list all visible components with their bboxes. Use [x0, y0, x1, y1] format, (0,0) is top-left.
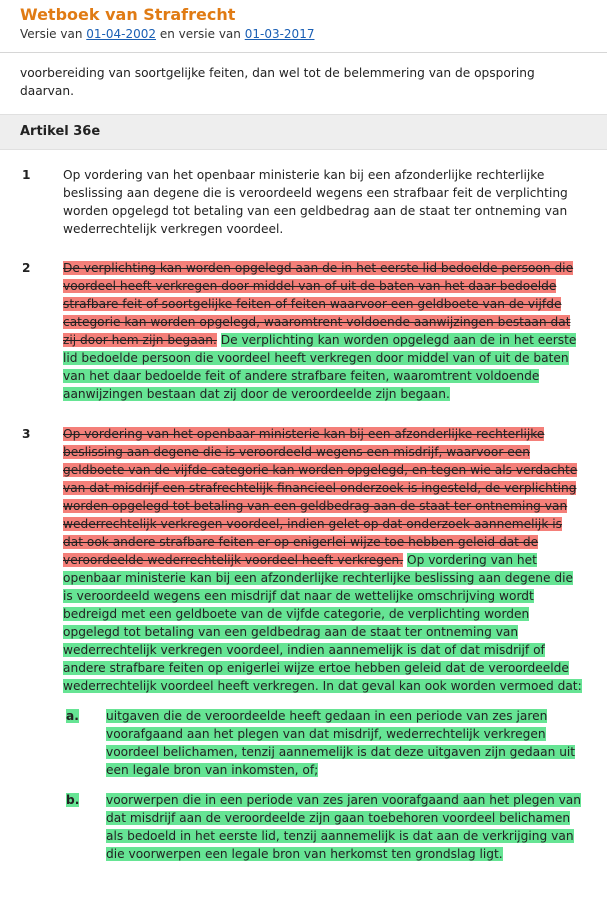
version-date-old-link[interactable]: 01-04-2002: [86, 27, 157, 41]
subitem-a: [66, 707, 607, 779]
subitem-label: a.: [66, 709, 79, 723]
artikel-heading: Artikel 36e: [0, 114, 607, 150]
paragraph-text: [63, 425, 585, 695]
paragraph-text: [63, 259, 585, 403]
subitem-b: [66, 791, 607, 863]
paragraph-2: [22, 259, 607, 403]
version-line: [20, 27, 314, 41]
lead-paragraph: voorbereiding van soortgelijke feiten, dan wel tot de belemmering van de opsporing daarvan.: [20, 66, 535, 98]
subitem-text: voorwerpen die in een periode van zes jaren voorafgaand aan het plegen van dat misdrijf aan de veroordeelde zijn gaan toebehoren voordeel belichamen als bedoeld in het eerste lid, tenzij aannemelijk is dat aan de verkrijging van die voorwerpen een legale bron van herkomst ten grondslag ligt.: [106, 793, 581, 861]
inserted-text: Op vordering van het openbaar ministerie kan bij een afzonderlijke rechterlijke beslissing aan degene die is veroordeeld wegens een misdrijf dat naar de wettelijke omschrijving wordt bedreigd met een geldboete van de vijfde categorie, de verplichting worden opgelegd tot betaling van een geldbedrag aan de staat ter ontneming van wederrechtelijk verkregen voordeel, indien aannemelijk is dat of dat misdrijf of andere strafbare feiten op enigerlei wijze ertoe hebben geleid dat de veroordeelde wederrechtelijk voordeel heeft verkregen. In dat geval kan ook worden vermoed dat:: [63, 553, 582, 693]
document-body: [0, 52, 607, 863]
document-header: [0, 0, 607, 53]
inserted-text: De verplichting kan worden opgelegd aan de in het eerste lid bedoelde persoon die voordeel heeft verkregen door middel van of uit de baten van het daar bedoelde feit of andere strafbare feiten, waaromtrent voldoende aanwijzingen bestaan dat zij door de veroordeelde zijn begaan.: [63, 333, 577, 401]
paragraph-number: 1: [22, 168, 31, 182]
version-prefix: Versie van: [20, 27, 87, 41]
paragraph-number: 3: [22, 427, 31, 441]
paragraph-text: Op vordering van het openbaar ministerie kan bij een afzonderlijke rechterlijke beslissing aan degene die is veroordeeld wegens een strafbaar feit de verplichting worden opgelegd tot betaling van een geldbedrag aan de staat ter ontneming van wederrechtelijk verkregen voordeel.: [63, 168, 568, 236]
subitem-text: uitgaven die de veroordeelde heeft gedaan in een periode van zes jaren voorafgaand aan het plegen van dat misdrijf, wederrechtelijk verkregen voordeel belichamen, tenzij aannemelijk is dat deze uitgaven zijn gedaan uit een legale bron van inkomsten, of;: [106, 709, 576, 777]
version-middle: en versie van: [156, 27, 245, 41]
paragraph-3: [22, 425, 607, 863]
document-title: Wetboek van Strafrecht: [20, 5, 236, 24]
deleted-text: De verplichting kan worden opgelegd aan de in het eerste lid bedoelde persoon die voordeel heeft verkregen door middel van of uit de baten van het daar bedoelde strafbare feit of soortgelijke feiten of feiten waarvoor een geldboete van de vijfde categorie kan worden opgelegd, waaromtrent voldoende aanwijzingen bestaan dat zij door hem zijn begaan.: [63, 261, 574, 347]
deleted-text: Op vordering van het openbaar ministerie kan bij een afzonderlijke rechterlijke beslissing aan degene die is veroordeeld wegens een misdrijf, waarvoor een geldboete van de vijfde categorie kan worden opgelegd, en tegen wie als verdachte van dat misdrijf een strafrechtelijk financieel onderzoek is ingesteld, de verplichting worden opgelegd tot betaling van een geldbedrag aan de staat ter ontneming van wederrechtelijk verkregen voordeel, indien gelet op dat onderzoek aannemelijk is dat ook andere strafbare feiten er op enigerlei wijze toe hebben geleid dat de veroordeelde wederrechtelijk voordeel heeft verkregen.: [63, 427, 578, 567]
paragraph-number: 2: [22, 261, 31, 275]
version-date-new-link[interactable]: 01-03-2017: [244, 27, 315, 41]
subitem-label: b.: [66, 793, 80, 807]
paragraph-1: [22, 166, 607, 238]
